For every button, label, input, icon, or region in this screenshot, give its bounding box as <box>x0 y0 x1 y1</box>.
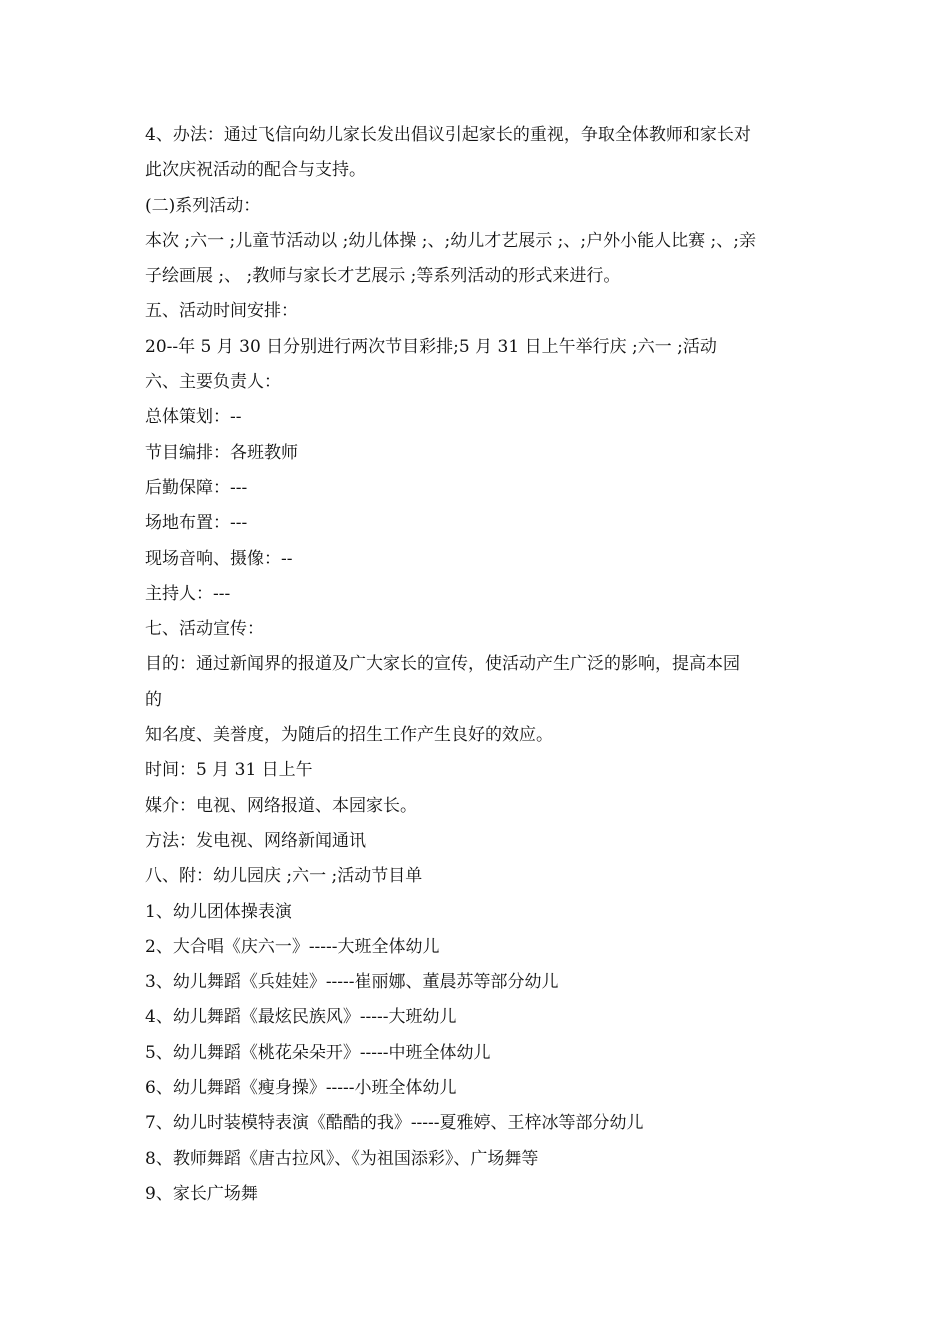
section-heading: (二)系列活动： <box>145 195 261 216</box>
responsible-item: 现场音响、摄像：-- <box>145 548 293 569</box>
section-heading: 六、主要负责人： <box>145 372 281 393</box>
paragraph-line: 目的：通过新闻界的报道及广大家长的宣传，使活动产生广泛的影响，提高本园 <box>145 654 740 675</box>
paragraph-line: 20--年 5 月 30 日分别进行两次节目彩排;5 月 31 日上午举行庆 ;六一 ;活动 <box>145 336 717 357</box>
paragraph-line: 本次 ;六一 ;儿童节活动以 ;幼儿体操 ;、;幼儿才艺展示 ;、;户外小能人比赛 ;、;亲 <box>145 230 756 251</box>
paragraph-line: 知名度、美誉度，为随后的招生工作产生良好的效应。 <box>145 725 553 746</box>
responsible-item: 节目编排：各班教师 <box>145 442 298 463</box>
program-item: 6、幼儿舞蹈《瘦身操》-----小班全体幼儿 <box>145 1078 457 1099</box>
program-item: 2、大合唱《庆六一》-----大班全体幼儿 <box>145 936 440 957</box>
program-item: 9、家长广场舞 <box>145 1183 258 1204</box>
paragraph-line: 4、办法：通过飞信向幼儿家长发出倡议引起家长的重视，争取全体教师和家长对 <box>145 125 751 145</box>
section-heading: 七、活动宣传： <box>145 619 264 640</box>
paragraph-line: 的 <box>145 689 162 710</box>
program-item: 8、教师舞蹈《唐古拉风》、《为祖国添彩》、广场舞等 <box>145 1148 539 1169</box>
responsible-item: 场地布置：--- <box>145 513 248 534</box>
section-heading: 五、活动时间安排： <box>145 301 298 322</box>
paragraph-line: 此次庆祝活动的配合与支持。 <box>145 160 366 181</box>
program-item: 1、幼儿团体操表演 <box>145 901 292 922</box>
program-item: 5、幼儿舞蹈《桃花朵朵开》-----中班全体幼儿 <box>145 1042 491 1063</box>
program-item: 4、幼儿舞蹈《最炫民族风》-----大班幼儿 <box>145 1007 457 1028</box>
program-item: 7、幼儿时装模特表演《酷酷的我》-----夏雅婷、王梓冰等部分幼儿 <box>145 1113 644 1134</box>
paragraph-line: 方法：发电视、网络新闻通讯 <box>145 830 366 851</box>
section-heading: 八、附：幼儿园庆 ;六一 ;活动节目单 <box>145 866 423 887</box>
paragraph-line: 时间：5 月 31 日上午 <box>145 760 313 781</box>
responsible-item: 后勤保障：--- <box>145 477 248 498</box>
paragraph-line: 媒介：电视、网络报道、本园家长。 <box>145 795 417 816</box>
responsible-item: 总体策划：-- <box>145 407 242 428</box>
document-body <box>145 118 810 1212</box>
paragraph-line: 子绘画展 ;、 ;教师与家长才艺展示 ;等系列活动的形式来进行。 <box>145 266 621 287</box>
program-item: 3、幼儿舞蹈《兵娃娃》-----崔丽娜、董晨苏等部分幼儿 <box>145 972 559 993</box>
responsible-item: 主持人：--- <box>145 583 231 604</box>
